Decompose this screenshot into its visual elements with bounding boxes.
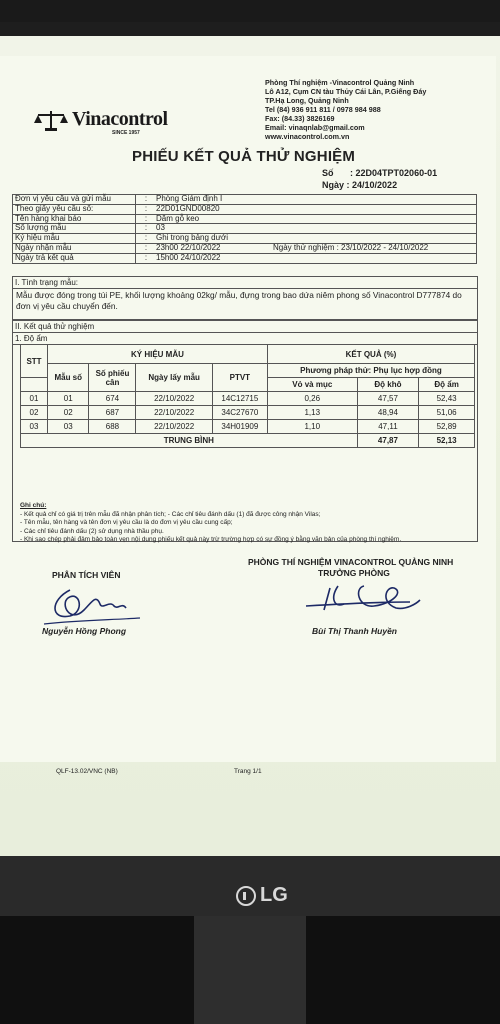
vinacontrol-logo bbox=[34, 108, 168, 131]
table-row: 03 03 688 22/10/2022 34H01909 1,10 47,11 52,89 bbox=[21, 420, 475, 434]
lg-brand bbox=[236, 884, 288, 907]
analyst-title: PHÂN TÍCH VIÊN bbox=[52, 570, 121, 580]
lab-contact-block bbox=[265, 78, 426, 141]
report-date-label: Ngày bbox=[322, 180, 345, 190]
average-row: TRUNG BÌNH 47,87 52,13 bbox=[21, 434, 475, 448]
note-line: - Khi sao chép phải đảm bảo toàn vẹn nội dung phiếu kết quả này trừ trường hợp có sự đồng ý bằng văn bản của phòng thí nghiệm. bbox=[20, 536, 402, 544]
lab-name: Phòng Thí nghiệm -Vinacontrol Quảng Ninh bbox=[265, 78, 415, 87]
lab-tel: Tel (84) 936 911 811 / 0978 984 988 bbox=[265, 105, 381, 114]
lg-logo-icon bbox=[236, 886, 256, 906]
monitor-screen bbox=[0, 36, 500, 856]
brand-text: LG bbox=[260, 884, 288, 906]
sample-condition-section bbox=[12, 276, 478, 320]
head-signature bbox=[300, 578, 430, 622]
page-number: Trang 1/1 bbox=[234, 768, 262, 775]
note-line: - Kết quả chỉ có giá trị trên mẫu đã nhận phân tích; - Các chỉ tiêu đánh dấu (1) đã được công nhận Vilas; bbox=[20, 510, 321, 518]
note-line: - Các chỉ tiêu đánh dấu (2) sử dụng nhà thầu phụ. bbox=[20, 527, 164, 535]
analyst-signature bbox=[40, 580, 150, 628]
note-line: - Tên mẫu, tên hàng và tên đơn vị yêu cầu là do đơn vị yêu cầu cung cấp; bbox=[20, 519, 233, 527]
section1-title: I. Tình trạng mẫu: bbox=[13, 277, 477, 289]
table-row: 01 01 674 22/10/2022 14C12715 0,26 47,57 52,43 bbox=[21, 392, 475, 406]
lab-head-org: PHÒNG THÍ NGHIỆM VINACONTROL QUẢNG NINH bbox=[248, 557, 454, 567]
col-dokho: Độ khô bbox=[357, 378, 419, 392]
test-date: Ngày thử nghiệm : 23/10/2022 - 24/10/2022 bbox=[273, 242, 429, 252]
sample-info-table bbox=[12, 194, 477, 264]
lab-head-title: TRƯỞNG PHÒNG bbox=[318, 568, 390, 578]
notes-title: Ghi chú: bbox=[20, 502, 47, 509]
monitor-stand-neck bbox=[194, 916, 306, 1024]
form-code: QLF-13.02/VNC (NB) bbox=[56, 768, 118, 775]
lab-email: Email: vinaqnlab@gmail.com bbox=[265, 123, 365, 132]
report-number-label: Số bbox=[322, 168, 334, 178]
lab-address-2: TP.Hạ Long, Quảng Ninh bbox=[265, 96, 349, 105]
table-row: 02 02 687 22/10/2022 34C27670 1,13 48,94 51,06 bbox=[21, 406, 475, 420]
logo-since: SINCE 1957 bbox=[112, 130, 140, 136]
info-row: Số lượng mẫu : 03 bbox=[13, 224, 476, 234]
monitor-bezel-top bbox=[0, 0, 500, 22]
results-table bbox=[20, 344, 475, 448]
col-stt: STT bbox=[21, 345, 48, 378]
section2-subtitle: 1. Độ ẩm bbox=[13, 333, 477, 345]
lab-fax: Fax: (84.33) 3826169 bbox=[265, 114, 335, 123]
report-number-value: : 22D04TPT02060-01 bbox=[350, 168, 438, 178]
lab-head-name: Bùi Thị Thanh Huyền bbox=[312, 626, 397, 636]
info-row: Ngày nhận mẫu : 23h00 22/10/2022 Ngày thử nghiệm : 23/10/2022 - 24/10/2022 bbox=[13, 244, 476, 254]
col-sophieu: Số phiếu cân bbox=[89, 364, 136, 392]
col-mauso: Mẫu số bbox=[48, 364, 89, 392]
col-vo: Vỏ và mục bbox=[267, 378, 357, 392]
info-row: Đơn vị yêu cầu và gửi mẫu : Phòng Giám định I bbox=[13, 195, 476, 205]
notes-block bbox=[20, 502, 475, 545]
monitor-bezel-bottom bbox=[0, 856, 500, 916]
lab-website: www.vinacontrol.com.vn bbox=[265, 132, 350, 141]
col-ketqua: KẾT QUẢ (%) bbox=[267, 345, 474, 364]
section2-title: II. Kết quả thử nghiệm bbox=[13, 321, 477, 333]
info-row: Tên hàng khai báo : Dăm gỗ keo bbox=[13, 215, 476, 225]
lab-address-1: Lô A12, Cụm CN tàu Thủy Cái Lân, P.Giếng Đáy bbox=[265, 87, 427, 96]
test-report-document bbox=[0, 56, 496, 775]
col-ngaylay: Ngày lấy mẫu bbox=[136, 364, 212, 392]
col-ptvt: PTVT bbox=[212, 364, 267, 392]
report-date-value: : 24/10/2022 bbox=[346, 180, 398, 190]
scales-icon bbox=[34, 109, 68, 131]
analyst-name: Nguyễn Hồng Phong bbox=[42, 626, 127, 636]
info-row: Theo giấy yêu cầu số: : 22D01GND00820 bbox=[13, 205, 476, 215]
info-row: Ký hiệu mẫu : Ghi trong bảng dưới bbox=[13, 234, 476, 244]
report-number bbox=[322, 168, 437, 178]
document-title: PHIẾU KẾT QUẢ THỬ NGHIỆM bbox=[132, 148, 356, 165]
col-phuongphap: Phương pháp thử: Phụ lục hợp đồng bbox=[267, 364, 474, 378]
logo-wordmark: Vinacontrol bbox=[72, 108, 168, 130]
info-row: Ngày trả kết quả : 15h00 24/10/2022 bbox=[13, 254, 476, 264]
section1-text: Mẫu được đóng trong túi PE, khối lượng khoảng 02kg/ mẫu, đựng trong bao dứa niêm phong số Vinacontrol D777874 do đơn vị yêu cầu chuyển đến. bbox=[16, 290, 462, 311]
col-doam: Độ ẩm bbox=[419, 378, 475, 392]
col-kyhieu: KÝ HIỆU MẪU bbox=[48, 345, 268, 364]
report-date bbox=[322, 180, 397, 190]
